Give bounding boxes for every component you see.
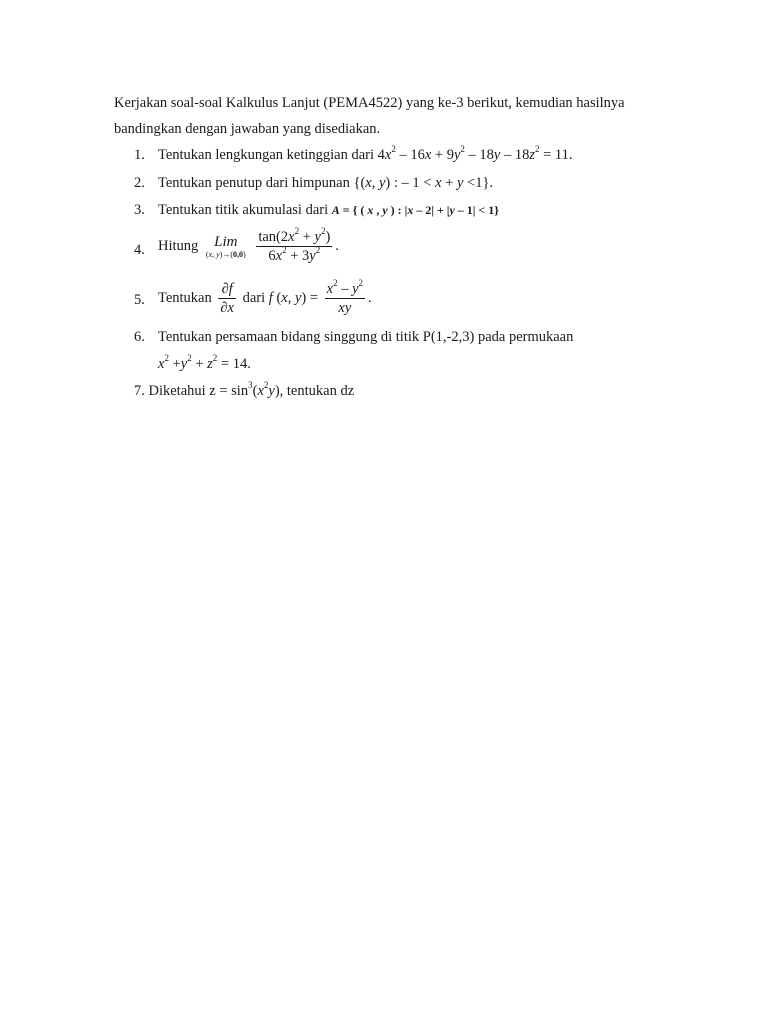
item-7-text: Diketahui z = sin [148, 383, 249, 399]
item-4-fraction: $\frac{\tan(2x^2 + y^2)}{6x^2 + 3y^2}$ [258, 226, 331, 264]
item-6-equation: $x^2 +y^2 + z^2 = 14$. [158, 353, 251, 372]
item-5-text-2: dari [242, 289, 266, 306]
item-5-text: Tentukan [158, 289, 212, 306]
partial-derivative: $\frac{\partial f}{\partial x}$ [220, 281, 234, 316]
item-1-text: Tentukan lengkungan ketinggian dari [158, 147, 375, 163]
item-4-text: Hitung [158, 237, 199, 254]
item-5-number: 5. [134, 292, 145, 308]
item-7-text-2: , tentukan dz [279, 383, 355, 399]
limit-expression: Lim (x, y)→(0,0) [205, 233, 246, 259]
item-4-number: 4. [134, 242, 145, 258]
item-3 [158, 200, 499, 220]
intro-line-2: bandingkan dengan jawaban yang disediakan. [114, 121, 381, 137]
item-5: Tentukan $\frac{\partial f}{\partial x}$ dari f (x, y) = $\frac{x^2 - y^2}{xy}$ . [158, 278, 372, 316]
item-2 [158, 173, 493, 193]
item-6-text: Tentukan persamaan bidang singgung di titik P(1,-2,3) pada permukaan [158, 329, 574, 345]
item-2-set: {(x, y) : – 1 < x + y <1}. [353, 175, 494, 191]
item-3-number: 3. [134, 202, 145, 218]
intro-line-1: Kerjakan soal-soal Kalkulus Lanjut (PEMA4522) yang ke-3 berikut, kemudian hasilnya [114, 95, 625, 111]
item-1-number: 1. [134, 147, 145, 163]
item-3-text: Tentukan titik akumulasi dari [158, 202, 329, 218]
item-2-text: Tentukan penutup dari himpunan [158, 175, 350, 191]
item-3-set: A = { ( x , y ) : |x – 2| + |y – 1| < 1} [331, 203, 499, 217]
item-2-number: 2. [134, 175, 145, 191]
item-1 [158, 145, 573, 165]
item-5-fraction: $\frac{x^2 - y^2}{xy}$ [326, 278, 364, 316]
item-5-function: f (x, y) = [268, 289, 319, 306]
item-6-number: 6. [134, 329, 145, 345]
item-7-number: 7. [134, 383, 145, 399]
item-1-equation: $4x^2 - 16x + 9y^2 - 18y - 18z^2 = 11$. [377, 144, 573, 163]
item-4: Hitung Lim (x, y)→(0,0) $\frac{\tan(2x^2 + y^2)}{6x^2 + 3y^2}$ . [158, 226, 339, 264]
item-7: 7. Diketahui $z = \sin^3(x^2y)$, tentukan dz [134, 380, 355, 399]
